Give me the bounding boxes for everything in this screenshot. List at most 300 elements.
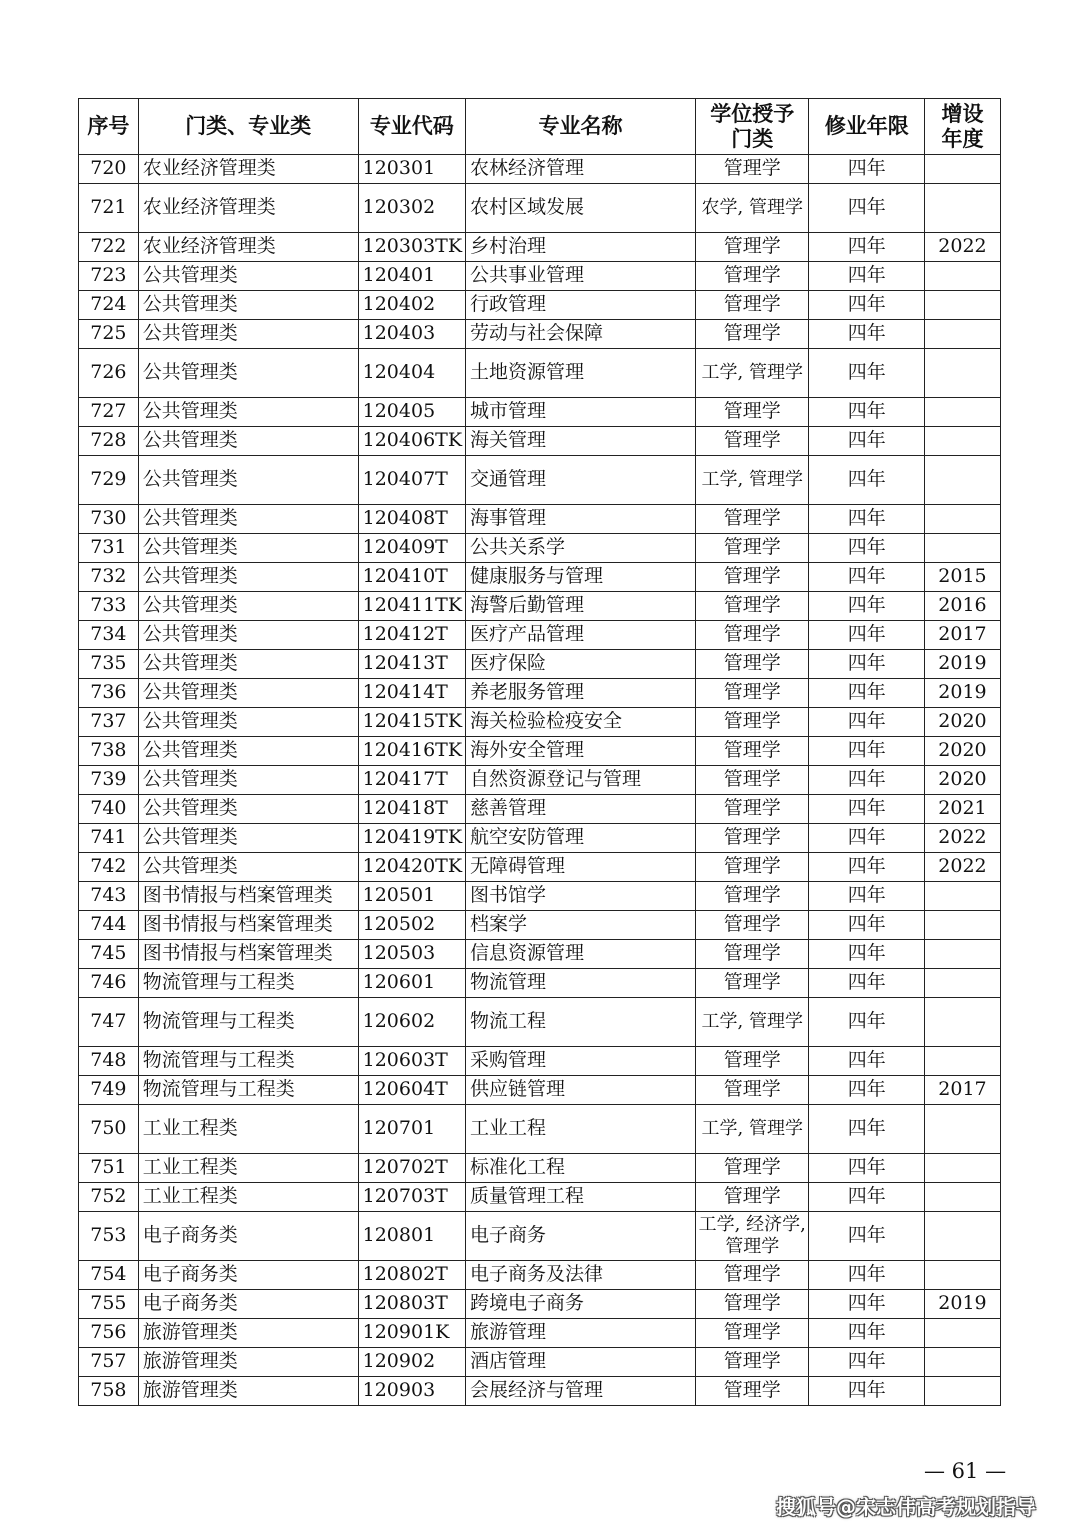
cell-degree: 农学, 管理学 [696, 184, 809, 233]
table-header [79, 99, 1001, 155]
cell-category: 电子商务类 [138, 1261, 358, 1290]
cell-category: 工业工程类 [138, 1105, 358, 1154]
cell-major-name: 土地资源管理 [466, 349, 696, 398]
cell-added-year [924, 1261, 1000, 1290]
table-row [79, 592, 1001, 621]
cell-seq: 754 [79, 1261, 139, 1290]
cell-code: 120404 [358, 349, 465, 398]
cell-degree: 管理学 [696, 766, 809, 795]
cell-major-name: 航空安防管理 [466, 824, 696, 853]
table-row [79, 708, 1001, 737]
cell-seq: 730 [79, 505, 139, 534]
cell-seq: 758 [79, 1377, 139, 1406]
cell-added-year [924, 505, 1000, 534]
header-major-name: 专业名称 [466, 99, 696, 155]
cell-major-name: 标准化工程 [466, 1154, 696, 1183]
cell-years: 四年 [809, 349, 925, 398]
cell-added-year: 2019 [924, 679, 1000, 708]
table-row [79, 320, 1001, 349]
cell-code: 120802T [358, 1261, 465, 1290]
specialty-table [78, 98, 1001, 1406]
cell-code: 120401 [358, 262, 465, 291]
cell-added-year [924, 398, 1000, 427]
cell-category: 图书情报与档案管理类 [138, 911, 358, 940]
cell-major-name: 慈善管理 [466, 795, 696, 824]
cell-years: 四年 [809, 320, 925, 349]
cell-major-name: 医疗产品管理 [466, 621, 696, 650]
cell-major-name: 供应链管理 [466, 1076, 696, 1105]
cell-major-name: 电子商务及法律 [466, 1261, 696, 1290]
cell-years: 四年 [809, 679, 925, 708]
cell-major-name: 档案学 [466, 911, 696, 940]
cell-added-year: 2016 [924, 592, 1000, 621]
cell-degree: 管理学 [696, 737, 809, 766]
cell-code: 120413T [358, 650, 465, 679]
cell-major-name: 海外安全管理 [466, 737, 696, 766]
cell-years: 四年 [809, 911, 925, 940]
cell-code: 120901K [358, 1319, 465, 1348]
cell-added-year [924, 456, 1000, 505]
cell-degree: 管理学 [696, 427, 809, 456]
cell-degree: 管理学 [696, 505, 809, 534]
cell-code: 120415TK [358, 708, 465, 737]
cell-degree: 管理学 [696, 1348, 809, 1377]
table-row [79, 824, 1001, 853]
cell-major-name: 行政管理 [466, 291, 696, 320]
cell-added-year: 2019 [924, 650, 1000, 679]
cell-category: 旅游管理类 [138, 1319, 358, 1348]
cell-category: 公共管理类 [138, 398, 358, 427]
cell-years: 四年 [809, 1319, 925, 1348]
cell-years: 四年 [809, 1290, 925, 1319]
cell-added-year: 2020 [924, 737, 1000, 766]
cell-added-year [924, 349, 1000, 398]
cell-category: 物流管理与工程类 [138, 1047, 358, 1076]
cell-category: 公共管理类 [138, 262, 358, 291]
cell-added-year [924, 882, 1000, 911]
cell-category: 公共管理类 [138, 824, 358, 853]
table-row [79, 534, 1001, 563]
cell-years: 四年 [809, 1377, 925, 1406]
cell-category: 物流管理与工程类 [138, 998, 358, 1047]
cell-seq: 741 [79, 824, 139, 853]
cell-degree: 管理学 [696, 1290, 809, 1319]
cell-category: 公共管理类 [138, 592, 358, 621]
table-row [79, 1212, 1001, 1261]
table-row [79, 969, 1001, 998]
cell-years: 四年 [809, 1105, 925, 1154]
cell-degree: 管理学 [696, 911, 809, 940]
cell-code: 120406TK [358, 427, 465, 456]
cell-major-name: 养老服务管理 [466, 679, 696, 708]
header-degree: 学位授予 门类 [696, 99, 809, 155]
cell-seq: 750 [79, 1105, 139, 1154]
cell-seq: 737 [79, 708, 139, 737]
cell-code: 120416TK [358, 737, 465, 766]
cell-code: 120419TK [358, 824, 465, 853]
cell-code: 120408T [358, 505, 465, 534]
cell-code: 120503 [358, 940, 465, 969]
cell-added-year: 2017 [924, 621, 1000, 650]
cell-major-name: 海关管理 [466, 427, 696, 456]
cell-years: 四年 [809, 155, 925, 184]
cell-seq: 721 [79, 184, 139, 233]
cell-added-year [924, 998, 1000, 1047]
cell-years: 四年 [809, 1261, 925, 1290]
header-code: 专业代码 [358, 99, 465, 155]
cell-degree: 管理学 [696, 969, 809, 998]
cell-seq: 745 [79, 940, 139, 969]
cell-seq: 734 [79, 621, 139, 650]
table-row [79, 184, 1001, 233]
cell-code: 120418T [358, 795, 465, 824]
table-row [79, 505, 1001, 534]
cell-seq: 752 [79, 1183, 139, 1212]
cell-category: 公共管理类 [138, 708, 358, 737]
cell-seq: 726 [79, 349, 139, 398]
cell-years: 四年 [809, 563, 925, 592]
cell-years: 四年 [809, 1348, 925, 1377]
cell-category: 公共管理类 [138, 505, 358, 534]
table-row [79, 679, 1001, 708]
cell-years: 四年 [809, 940, 925, 969]
cell-degree: 工学, 管理学 [696, 1105, 809, 1154]
cell-degree: 管理学 [696, 1261, 809, 1290]
cell-added-year: 2022 [924, 853, 1000, 882]
table-row [79, 621, 1001, 650]
cell-major-name: 健康服务与管理 [466, 563, 696, 592]
cell-seq: 722 [79, 233, 139, 262]
cell-years: 四年 [809, 737, 925, 766]
cell-seq: 724 [79, 291, 139, 320]
cell-added-year [924, 427, 1000, 456]
cell-code: 120603T [358, 1047, 465, 1076]
cell-category: 物流管理与工程类 [138, 969, 358, 998]
cell-category: 农业经济管理类 [138, 155, 358, 184]
cell-degree: 管理学 [696, 1319, 809, 1348]
table-row [79, 766, 1001, 795]
cell-years: 四年 [809, 824, 925, 853]
cell-code: 120301 [358, 155, 465, 184]
cell-degree: 管理学 [696, 233, 809, 262]
cell-major-name: 信息资源管理 [466, 940, 696, 969]
cell-code: 120702T [358, 1154, 465, 1183]
table-row [79, 233, 1001, 262]
cell-degree: 管理学 [696, 291, 809, 320]
cell-years: 四年 [809, 795, 925, 824]
table-row [79, 853, 1001, 882]
cell-category: 公共管理类 [138, 320, 358, 349]
cell-seq: 723 [79, 262, 139, 291]
page-number: — 61 — [924, 1459, 1007, 1483]
cell-seq: 748 [79, 1047, 139, 1076]
cell-category: 电子商务类 [138, 1212, 358, 1261]
cell-code: 120409T [358, 534, 465, 563]
cell-code: 120420TK [358, 853, 465, 882]
cell-seq: 746 [79, 969, 139, 998]
cell-major-name: 劳动与社会保障 [466, 320, 696, 349]
cell-added-year: 2020 [924, 766, 1000, 795]
cell-added-year [924, 534, 1000, 563]
table-row [79, 1105, 1001, 1154]
cell-added-year [924, 911, 1000, 940]
cell-category: 公共管理类 [138, 766, 358, 795]
cell-code: 120302 [358, 184, 465, 233]
cell-seq: 725 [79, 320, 139, 349]
cell-major-name: 物流管理 [466, 969, 696, 998]
cell-seq: 756 [79, 1319, 139, 1348]
cell-years: 四年 [809, 650, 925, 679]
cell-code: 120303TK [358, 233, 465, 262]
cell-major-name: 公共关系学 [466, 534, 696, 563]
cell-major-name: 酒店管理 [466, 1348, 696, 1377]
table-row [79, 1154, 1001, 1183]
cell-seq: 753 [79, 1212, 139, 1261]
cell-degree: 工学, 经济学, 管理学 [696, 1212, 809, 1261]
cell-seq: 739 [79, 766, 139, 795]
cell-degree: 管理学 [696, 795, 809, 824]
table-row [79, 262, 1001, 291]
cell-seq: 729 [79, 456, 139, 505]
cell-degree: 管理学 [696, 1047, 809, 1076]
table-row [79, 1261, 1001, 1290]
cell-seq: 743 [79, 882, 139, 911]
cell-years: 四年 [809, 1154, 925, 1183]
cell-seq: 728 [79, 427, 139, 456]
cell-category: 公共管理类 [138, 679, 358, 708]
cell-seq: 733 [79, 592, 139, 621]
cell-added-year: 2022 [924, 233, 1000, 262]
cell-code: 120902 [358, 1348, 465, 1377]
cell-code: 120803T [358, 1290, 465, 1319]
cell-seq: 738 [79, 737, 139, 766]
cell-degree: 管理学 [696, 650, 809, 679]
cell-major-name: 物流工程 [466, 998, 696, 1047]
cell-seq: 747 [79, 998, 139, 1047]
cell-degree: 管理学 [696, 679, 809, 708]
cell-major-name: 城市管理 [466, 398, 696, 427]
cell-added-year [924, 291, 1000, 320]
cell-code: 120412T [358, 621, 465, 650]
cell-category: 公共管理类 [138, 853, 358, 882]
cell-category: 公共管理类 [138, 349, 358, 398]
cell-degree: 管理学 [696, 1377, 809, 1406]
cell-degree: 管理学 [696, 563, 809, 592]
cell-added-year: 2019 [924, 1290, 1000, 1319]
cell-major-name: 自然资源登记与管理 [466, 766, 696, 795]
cell-category: 公共管理类 [138, 456, 358, 505]
cell-degree: 管理学 [696, 708, 809, 737]
cell-degree: 管理学 [696, 1154, 809, 1183]
cell-seq: 731 [79, 534, 139, 563]
cell-added-year [924, 969, 1000, 998]
cell-added-year [924, 155, 1000, 184]
cell-degree: 管理学 [696, 882, 809, 911]
table-row [79, 349, 1001, 398]
cell-years: 四年 [809, 184, 925, 233]
cell-years: 四年 [809, 1076, 925, 1105]
cell-category: 图书情报与档案管理类 [138, 940, 358, 969]
cell-years: 四年 [809, 853, 925, 882]
cell-code: 120601 [358, 969, 465, 998]
cell-degree: 管理学 [696, 1183, 809, 1212]
cell-years: 四年 [809, 427, 925, 456]
cell-category: 工业工程类 [138, 1183, 358, 1212]
table-row [79, 1290, 1001, 1319]
header-added-year: 增设 年度 [924, 99, 1000, 155]
table-row [79, 795, 1001, 824]
cell-added-year [924, 262, 1000, 291]
cell-degree: 管理学 [696, 398, 809, 427]
cell-added-year [924, 1212, 1000, 1261]
cell-years: 四年 [809, 766, 925, 795]
header-years: 修业年限 [809, 99, 925, 155]
table-row [79, 737, 1001, 766]
cell-major-name: 交通管理 [466, 456, 696, 505]
table-row [79, 1377, 1001, 1406]
cell-major-name: 无障碍管理 [466, 853, 696, 882]
table-row [79, 1183, 1001, 1212]
table-row [79, 291, 1001, 320]
cell-added-year: 2020 [924, 708, 1000, 737]
cell-years: 四年 [809, 262, 925, 291]
cell-added-year [924, 184, 1000, 233]
cell-degree: 工学, 管理学 [696, 456, 809, 505]
table-row [79, 1047, 1001, 1076]
cell-major-name: 工业工程 [466, 1105, 696, 1154]
cell-years: 四年 [809, 456, 925, 505]
cell-degree: 管理学 [696, 824, 809, 853]
cell-code: 120403 [358, 320, 465, 349]
cell-major-name: 医疗保险 [466, 650, 696, 679]
cell-category: 农业经济管理类 [138, 233, 358, 262]
cell-category: 公共管理类 [138, 650, 358, 679]
header-row [79, 99, 1001, 155]
cell-category: 公共管理类 [138, 563, 358, 592]
table-row [79, 456, 1001, 505]
cell-seq: 735 [79, 650, 139, 679]
cell-category: 电子商务类 [138, 1290, 358, 1319]
table-row [79, 427, 1001, 456]
table-row [79, 650, 1001, 679]
cell-added-year: 2022 [924, 824, 1000, 853]
watermark: 搜狐号@宋志伟高考规划指导 [776, 1495, 1036, 1519]
cell-category: 公共管理类 [138, 737, 358, 766]
cell-category: 公共管理类 [138, 291, 358, 320]
cell-category: 旅游管理类 [138, 1377, 358, 1406]
cell-years: 四年 [809, 505, 925, 534]
cell-category: 公共管理类 [138, 534, 358, 563]
cell-seq: 736 [79, 679, 139, 708]
cell-years: 四年 [809, 398, 925, 427]
cell-code: 120410T [358, 563, 465, 592]
cell-degree: 管理学 [696, 320, 809, 349]
cell-major-name: 海事管理 [466, 505, 696, 534]
cell-code: 120411TK [358, 592, 465, 621]
cell-seq: 749 [79, 1076, 139, 1105]
cell-major-name: 公共事业管理 [466, 262, 696, 291]
table-row [79, 563, 1001, 592]
cell-code: 120502 [358, 911, 465, 940]
cell-added-year: 2017 [924, 1076, 1000, 1105]
cell-seq: 727 [79, 398, 139, 427]
table-body [79, 155, 1001, 1406]
cell-category: 农业经济管理类 [138, 184, 358, 233]
cell-major-name: 农林经济管理 [466, 155, 696, 184]
cell-added-year [924, 940, 1000, 969]
cell-seq: 740 [79, 795, 139, 824]
cell-seq: 751 [79, 1154, 139, 1183]
table-row [79, 398, 1001, 427]
cell-degree: 管理学 [696, 621, 809, 650]
cell-code: 120701 [358, 1105, 465, 1154]
cell-category: 公共管理类 [138, 427, 358, 456]
cell-added-year [924, 1047, 1000, 1076]
cell-major-name: 乡村治理 [466, 233, 696, 262]
cell-major-name: 图书馆学 [466, 882, 696, 911]
cell-code: 120604T [358, 1076, 465, 1105]
cell-code: 120414T [358, 679, 465, 708]
table-row [79, 155, 1001, 184]
cell-degree: 管理学 [696, 1076, 809, 1105]
table-row [79, 940, 1001, 969]
cell-degree: 工学, 管理学 [696, 349, 809, 398]
cell-degree: 管理学 [696, 592, 809, 621]
cell-years: 四年 [809, 534, 925, 563]
cell-years: 四年 [809, 1047, 925, 1076]
cell-added-year [924, 1105, 1000, 1154]
cell-code: 120801 [358, 1212, 465, 1261]
table-row [79, 998, 1001, 1047]
cell-major-name: 质量管理工程 [466, 1183, 696, 1212]
cell-years: 四年 [809, 969, 925, 998]
cell-seq: 744 [79, 911, 139, 940]
cell-years: 四年 [809, 998, 925, 1047]
cell-added-year [924, 1183, 1000, 1212]
cell-degree: 管理学 [696, 853, 809, 882]
cell-years: 四年 [809, 291, 925, 320]
table-row [79, 911, 1001, 940]
cell-seq: 720 [79, 155, 139, 184]
cell-category: 旅游管理类 [138, 1348, 358, 1377]
cell-major-name: 农村区域发展 [466, 184, 696, 233]
cell-major-name: 电子商务 [466, 1212, 696, 1261]
table-row [79, 1348, 1001, 1377]
cell-years: 四年 [809, 882, 925, 911]
cell-category: 工业工程类 [138, 1154, 358, 1183]
table-row [79, 1076, 1001, 1105]
cell-seq: 732 [79, 563, 139, 592]
cell-years: 四年 [809, 1183, 925, 1212]
cell-code: 120703T [358, 1183, 465, 1212]
cell-years: 四年 [809, 592, 925, 621]
cell-added-year: 2021 [924, 795, 1000, 824]
cell-category: 图书情报与档案管理类 [138, 882, 358, 911]
cell-years: 四年 [809, 621, 925, 650]
cell-seq: 742 [79, 853, 139, 882]
cell-degree: 管理学 [696, 262, 809, 291]
cell-added-year [924, 1154, 1000, 1183]
cell-years: 四年 [809, 708, 925, 737]
cell-degree: 工学, 管理学 [696, 998, 809, 1047]
cell-major-name: 旅游管理 [466, 1319, 696, 1348]
cell-code: 120407T [358, 456, 465, 505]
cell-added-year [924, 1348, 1000, 1377]
cell-added-year [924, 1319, 1000, 1348]
cell-degree: 管理学 [696, 940, 809, 969]
cell-degree: 管理学 [696, 534, 809, 563]
cell-major-name: 会展经济与管理 [466, 1377, 696, 1406]
